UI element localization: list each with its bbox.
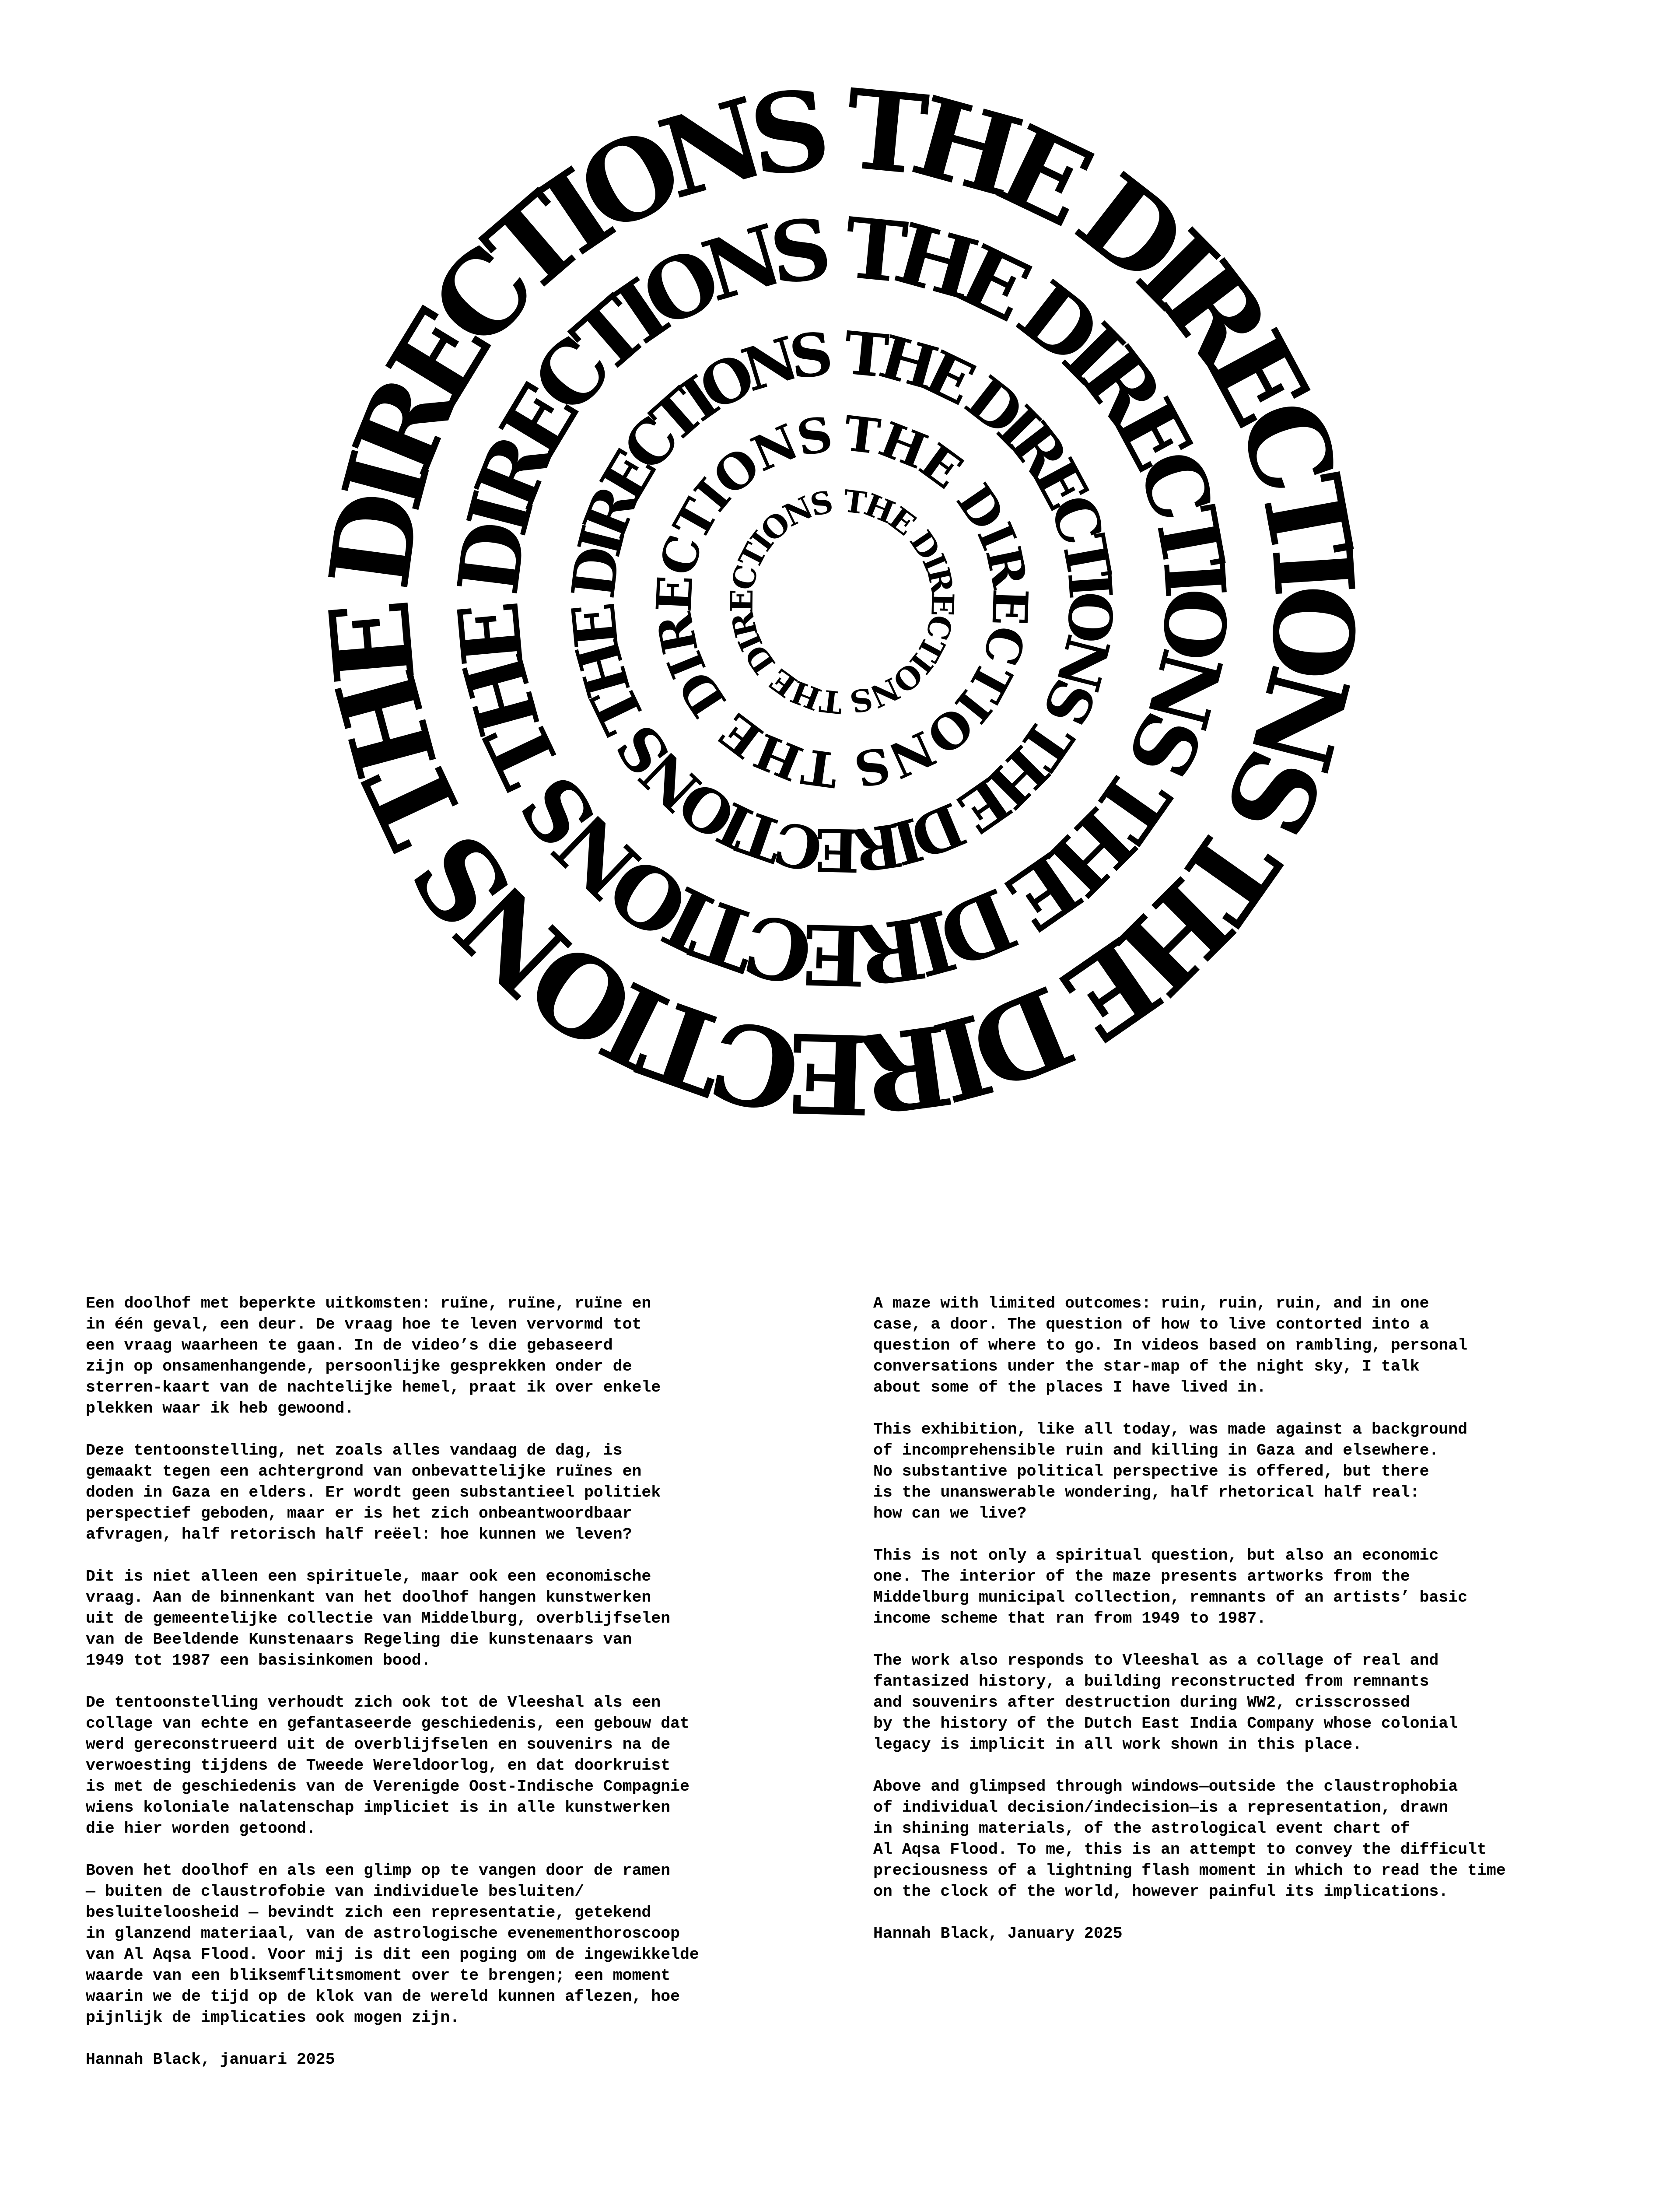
spiral-ring-3-text: THE DIRECTIONS THE DIRECTIONS THE DIRECTIONS bbox=[558, 318, 1127, 886]
dutch-signature: Hannah Black, januari 2025 bbox=[86, 2051, 335, 2069]
spiral-ring-4 bbox=[645, 405, 1039, 798]
spiral-ring-3 bbox=[558, 318, 1127, 885]
english-text-column bbox=[873, 1293, 1643, 1944]
dutch-paragraph-2: Deze tentoonstelling, net zoals alles vandaag de dag, is gemaakt tegen een achtergrond van onbevattelijke ruïnes en doden in Gaza en elders. Er wordt geen substantieel politiek perspectief geboden, maar er is het zich onbeantwoordbaar afvragen, half retorisch half reëel: hoe kunnen we leven? bbox=[86, 1441, 661, 1543]
dutch-paragraph-1: Een doolhof met beperkte uitkomsten: ruïne, ruïne, ruïne en in één geval, een deur. De vraag hoe te leven vervormd tot een vraag waarheen te gaan. In de video’s die gebaseerd zijn op onsamenhangende, persoonlijke gesprekken onder de sterren-kaart van de nachtelijke hemel, praat ik over enkele plekken waar ik heb gewoond. bbox=[86, 1294, 661, 1417]
english-paragraph-4: The work also responds to Vleeshal as a collage of real and fantasized history, a building reconstructed from remnants and souvenirs after destruction during WW2, crisscrossed by the history of the Dutch East India Company whose colonial legacy is implicit in all work shown in this place. bbox=[873, 1652, 1458, 1753]
english-paragraph-3: This is not only a spiritual question, but also an economic one. The interior of the maze presents artworks from the Middelburg municipal collection, remnants of an artists’ basic income scheme that ran from 1949 to 1987. bbox=[873, 1546, 1468, 1627]
english-signature: Hannah Black, January 2025 bbox=[873, 1925, 1123, 1943]
dutch-paragraph-3: Dit is niet alleen een spirituele, maar ook een economische vraag. Aan de binnenkant van het doolhof hangen kunstwerken uit de gemeentelijke collectie van Middelburg, overblijfselen van de Beeldende Kunstenaars Regeling die kunstenaars van 1949 tot 1987 een basisinkomen bood. bbox=[86, 1567, 671, 1669]
spiral-ring-inner-text: THE DIRECTIONS THE DIRECTIONS bbox=[723, 482, 961, 721]
english-paragraph-1: A maze with limited outcomes: ruin, ruin, ruin, and in one case, a door. The question of how to live contorted into a question of where to go. In videos based on rambling, personal conversations under the star-map of the night sky, I talk about some of the places I have lived in. bbox=[873, 1294, 1468, 1396]
spiral-ring-2-text: THE DIRECTIONS THE DIRECTIONS THE DIRECTIONS bbox=[439, 199, 1246, 1005]
spiral-ring-4-text: THE DIRECTIONS THE DIRECTIONS bbox=[645, 405, 1039, 799]
dutch-text-column bbox=[86, 1293, 847, 2070]
english-paragraph-2: This exhibition, like all today, was made against a background of incomprehensible ruin and killing in Gaza and elsewhere. No substantive political perspective is offered, but there is the unanswerable wondering, half rhetorical half real: how can we live? bbox=[873, 1420, 1468, 1522]
spiral-ring-outer-text: THE DIRECTIONS THE DIRECTIONS THE DIRECTIONS bbox=[304, 64, 1380, 1139]
spiral-ring-inner bbox=[724, 483, 961, 721]
dutch-paragraph-5: Boven het doolhof en als een glimp op te vangen door de ramen — buiten de claustrofobie van individuele besluiten/ besluiteloosheid — bevindt zich een representatie, getekend in glanzend materiaal, van de astrologische evenementhoroscoop van Al Aqsa Flood. Voor mij is dit een poging om de ingewikkelde waarde van een bliksemflitsmoment over te brengen; een moment waarin we de tijd op de klok van de wereld kunnen aflezen, hoe pijnlijk de implicaties ook mogen zijn. bbox=[86, 1862, 699, 2027]
english-paragraph-5: Above and glimpsed through windows—outside the claustrophobia of individual decision/indecision—is a representation, drawn in shining materials, of the astrological event chart of Al Aqsa Flood. To me, this is an attempt to convey the difficult preciousness of a lightning flash moment in which to read the time on the clock of the world, however painful its implications. bbox=[873, 1778, 1506, 1900]
dutch-paragraph-4: De tentoonstelling verhoudt zich ook tot de Vleeshal als een collage van echte en gefantaseerde geschiedenis, een gebouw dat werd gereconstrueerd uit de overblijfselen en souvenirs na de verwoesting tijdens de Tweede Wereldoorlog, en dat doorkruist is met de geschiedenis van de Verenigde Oost-Indische Compagnie wiens koloniale nalatenschap impliciet is in alle kunstwerken die hier worden getoond. bbox=[86, 1694, 690, 1837]
